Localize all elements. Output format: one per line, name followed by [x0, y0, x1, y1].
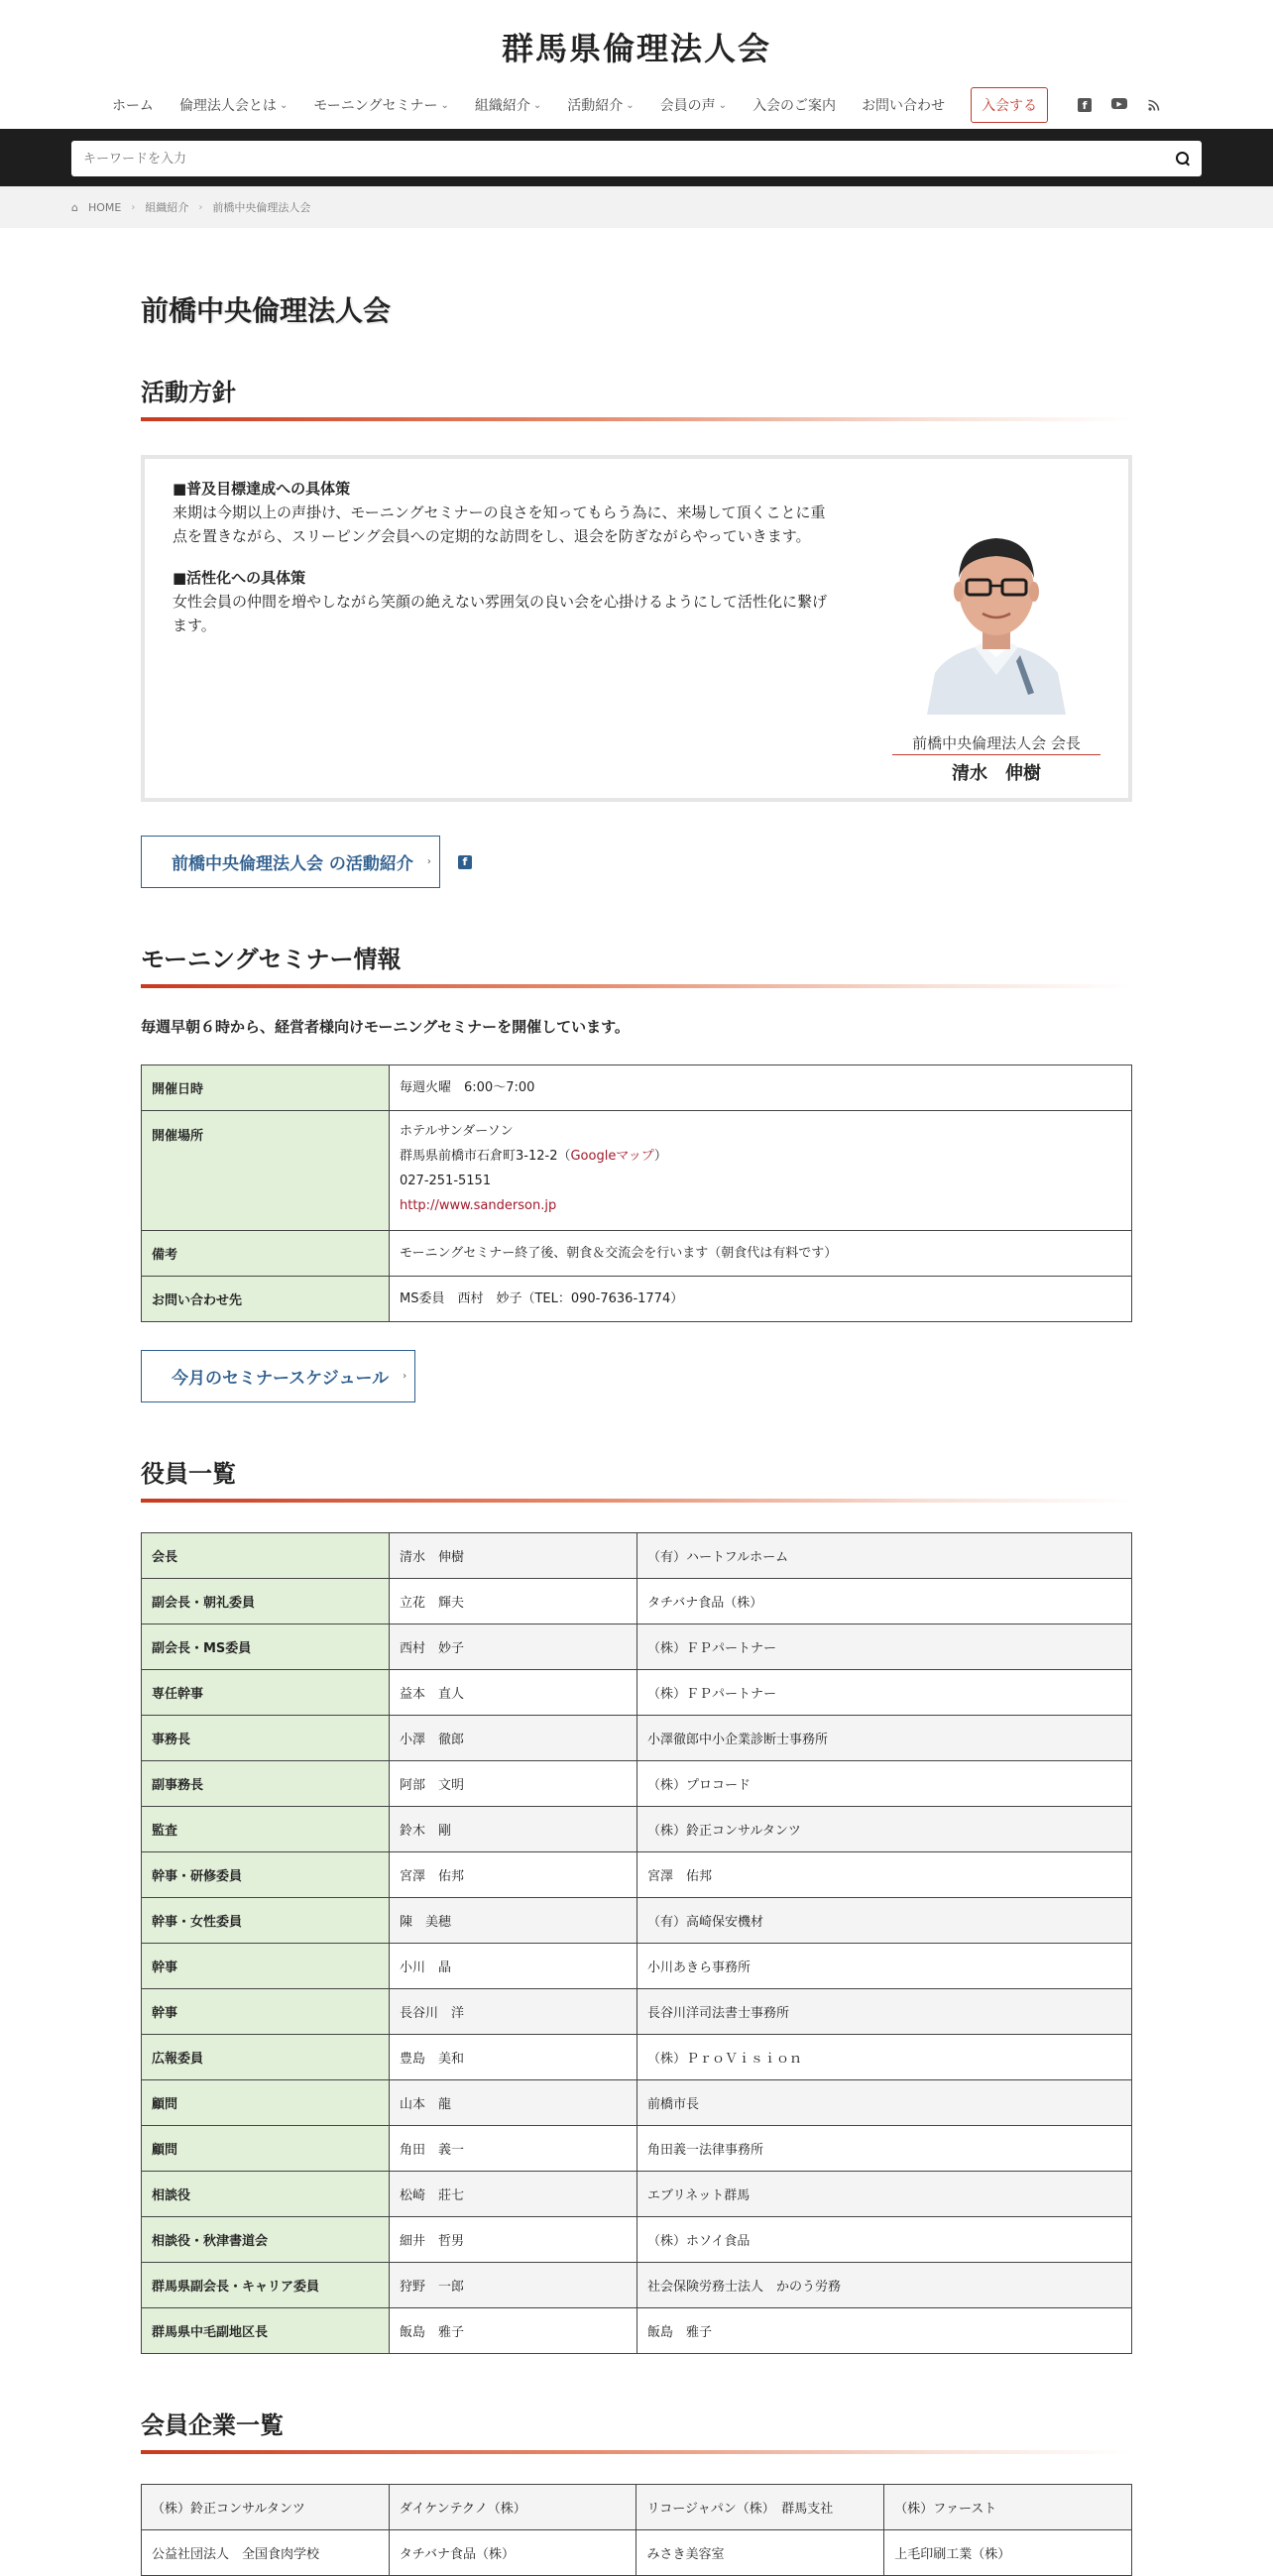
member-company-cell: タチバナ食品（株） — [389, 2530, 636, 2576]
table-row — [142, 2035, 1132, 2080]
venue-address-text: 群馬県前橋市石倉町3-12-2（ — [400, 1149, 571, 1164]
officer-name-cell: 陳 美穂 — [390, 1898, 637, 1944]
venue-address — [400, 1144, 1121, 1169]
table-row — [142, 2263, 1132, 2308]
table-row — [142, 1898, 1132, 1944]
nav-item-join-guide[interactable] — [752, 95, 836, 115]
table-row — [142, 1807, 1132, 1852]
table-row — [142, 1944, 1132, 1989]
nav-item-label: 会員の声 — [659, 98, 716, 114]
chevron-right-icon: › — [403, 1371, 407, 1382]
activity-link-label: 前橋中央倫理法人会 の活動紹介 — [172, 854, 413, 874]
policy-item-body: 女性会員の仲間を増やしながら笑顔の絶えない雰囲気の良い会を心掛けるようにして活性化に繋げます。 — [173, 593, 828, 634]
nav-item-home[interactable] — [112, 95, 154, 115]
breadcrumb-organization[interactable]: 組織紹介 — [145, 201, 189, 214]
officer-company-cell: 飯島 雅子 — [637, 2308, 1132, 2354]
officer-company-cell: （株）ＦＰパートナー — [637, 1670, 1132, 1716]
officer-company-cell: （株）ホソイ食品 — [637, 2217, 1132, 2263]
member-company-cell: （株）ファースト — [884, 2485, 1132, 2530]
leader-photo — [917, 506, 1076, 715]
seminar-lead: 毎週早朝６時から、経営者様向けモーニングセミナーを開催しています。 — [141, 1018, 630, 1036]
chevron-down-icon: ⌄ — [718, 99, 728, 111]
table-row — [142, 1579, 1132, 1624]
activity-link-button[interactable] — [141, 836, 440, 888]
table-cell: 毎週火曜 6:00～7:00 — [390, 1065, 1132, 1111]
officer-role-cell: 相談役・秋津書道会 — [142, 2217, 390, 2263]
nav-item-label: モーニングセミナー — [313, 98, 438, 114]
facebook-icon[interactable]: f — [1078, 98, 1092, 112]
members-table-body — [142, 2485, 1132, 2576]
leader-caption: 前橋中央倫理法人会 会長 — [892, 732, 1100, 755]
officers-heading: 役員一覧 — [141, 1454, 1132, 1503]
main-nav — [0, 87, 1273, 123]
activity-link-row — [141, 836, 1132, 888]
breadcrumb-separator: › — [131, 201, 136, 213]
table-row — [142, 2080, 1132, 2126]
nav-item-label: ホーム — [111, 98, 154, 114]
officer-name-cell: 立花 輝夫 — [390, 1579, 637, 1624]
officer-role-cell: 広報委員 — [142, 2035, 390, 2080]
nav-item-voices[interactable] — [660, 95, 727, 115]
officer-company-cell: 角田義一法律事務所 — [637, 2126, 1132, 2172]
venue-url-link[interactable]: http://www.sanderson.jp — [400, 1198, 557, 1213]
nav-item-seminar[interactable] — [313, 95, 449, 115]
search-box — [71, 141, 1202, 176]
member-company-cell: 公益社団法人 全国食肉学校 — [142, 2530, 390, 2576]
site-title[interactable]: 群馬県倫理法人会 — [501, 30, 771, 67]
table-row — [142, 1231, 1132, 1277]
table-header-cell: お問い合わせ先 — [142, 1277, 390, 1322]
officer-role-cell: 相談役 — [142, 2172, 390, 2217]
members-table — [141, 2484, 1132, 2576]
officer-name-cell: 狩野 一郎 — [390, 2263, 637, 2308]
officer-name-cell: 豊島 美和 — [390, 2035, 637, 2080]
officer-company-cell: 前橋市長 — [637, 2080, 1132, 2126]
member-company-cell: 上毛印刷工業（株） — [884, 2530, 1132, 2576]
table-header-cell: 開催場所 — [142, 1111, 390, 1231]
policy-text — [173, 477, 827, 780]
table-row — [142, 1670, 1132, 1716]
officer-role-cell: 事務長 — [142, 1716, 390, 1761]
main-content — [141, 228, 1132, 2576]
search-input[interactable] — [83, 152, 1134, 167]
officer-company-cell: 宮澤 佑邦 — [637, 1852, 1132, 1898]
nav-item-activities[interactable] — [567, 95, 634, 115]
nav-item-label: 倫理法人会とは — [178, 98, 277, 114]
policy-item-body: 来期は今期以上の声掛け、モーニングセミナーの良さを知ってもらう為に、来場して頂くことに重点を置きながら、スリーピング会員への定期的な訪問をし、退会を防ぎながらやっていきます。 — [173, 504, 826, 545]
table-row — [142, 2217, 1132, 2263]
breadcrumb-current: 前橋中央倫理法人会 — [212, 201, 311, 214]
schedule-link-row — [141, 1350, 1132, 1402]
youtube-icon[interactable]: ▶ — [1111, 98, 1127, 109]
table-row — [142, 2530, 1132, 2576]
table-row — [142, 2308, 1132, 2354]
seminar-info-table — [141, 1064, 1132, 1322]
officer-name-cell: 角田 義一 — [390, 2126, 637, 2172]
officer-role-cell: 顧問 — [142, 2080, 390, 2126]
officer-name-cell: 長谷川 洋 — [390, 1989, 637, 2035]
table-row — [142, 1761, 1132, 1807]
officer-name-cell: 山本 龍 — [390, 2080, 637, 2126]
officer-company-cell: （株）ＦＰパートナー — [637, 1624, 1132, 1670]
chevron-down-icon: ⌄ — [279, 99, 289, 111]
table-header-cell: 開催日時 — [142, 1065, 390, 1111]
search-bar — [0, 129, 1273, 186]
officer-role-cell: 副事務長 — [142, 1761, 390, 1807]
officer-name-cell: 西村 妙子 — [390, 1624, 637, 1670]
breadcrumb-home[interactable]: HOME — [87, 200, 122, 214]
officer-role-cell: 幹事・女性委員 — [142, 1898, 390, 1944]
social-links — [1078, 98, 1161, 112]
table-row — [142, 1533, 1132, 1579]
officer-role-cell: 監査 — [142, 1807, 390, 1852]
table-row — [142, 1989, 1132, 2035]
table-row — [142, 1852, 1132, 1898]
officer-company-cell: （株）鈴正コンサルタンツ — [637, 1807, 1132, 1852]
nav-item-organization[interactable] — [475, 95, 541, 115]
leader-profile — [892, 477, 1100, 784]
officer-name-cell: 小澤 徹郎 — [390, 1716, 637, 1761]
officer-company-cell: エブリネット群馬 — [637, 2172, 1132, 2217]
google-map-link[interactable]: Googleマップ — [570, 1149, 654, 1164]
table-cell — [390, 1111, 1132, 1231]
officer-company-cell: 小澤徹郎中小企業診断士事務所 — [637, 1716, 1132, 1761]
officer-name-cell: 益本 直人 — [390, 1670, 637, 1716]
site-header — [0, 0, 1273, 129]
nav-item-label: 活動紹介 — [567, 98, 624, 114]
schedule-link-button[interactable] — [141, 1350, 415, 1402]
table-row — [142, 1111, 1132, 1231]
officers-table-body — [142, 1533, 1132, 2354]
seminar-heading: モーニングセミナー情報 — [141, 940, 1132, 988]
officer-role-cell: 群馬県中毛副地区長 — [142, 2308, 390, 2354]
policy-item-title: ■活性化への具体策 — [173, 569, 306, 587]
nav-item-contact[interactable] — [862, 95, 945, 115]
schedule-link-label: 今月のセミナースケジュール — [172, 1369, 390, 1389]
officer-name-cell: 飯島 雅子 — [390, 2308, 637, 2354]
breadcrumb — [0, 186, 1273, 228]
policy-heading: 活動方針 — [141, 373, 1132, 421]
officer-name-cell: 阿部 文明 — [390, 1761, 637, 1807]
officers-table — [141, 1532, 1132, 2354]
chevron-down-icon: ⌄ — [440, 99, 449, 111]
leader-name: 清水 伸樹 — [952, 763, 1041, 784]
officer-company-cell: （株）ＰｒｏＶｉｓｉｏｎ — [637, 2035, 1132, 2080]
nav-item-label: お問い合わせ — [862, 98, 946, 114]
policy-item-title: ■普及目標達成への具体策 — [173, 480, 351, 498]
page-title: 前橋中央倫理法人会 — [141, 294, 392, 327]
venue-address-close: ） — [653, 1149, 667, 1164]
officer-role-cell: 会長 — [142, 1533, 390, 1579]
nav-item-about[interactable] — [179, 95, 288, 115]
chevron-down-icon: ⌄ — [626, 99, 635, 111]
members-heading: 会員企業一覧 — [141, 2406, 1132, 2454]
table-row — [142, 1277, 1132, 1322]
chevron-down-icon: ⌄ — [532, 99, 542, 111]
officer-role-cell: 専任幹事 — [142, 1670, 390, 1716]
member-company-cell: （株）鈴正コンサルタンツ — [142, 2485, 390, 2530]
table-row — [142, 1624, 1132, 1670]
officer-company-cell: タチバナ食品（株） — [637, 1579, 1132, 1624]
officer-name-cell: 鈴木 剛 — [390, 1807, 637, 1852]
officer-name-cell: 松崎 莊七 — [390, 2172, 637, 2217]
join-button[interactable]: 入会する — [971, 87, 1048, 123]
officer-company-cell: 小川あきら事務所 — [637, 1944, 1132, 1989]
rss-icon[interactable] — [1147, 98, 1161, 112]
table-row — [142, 2126, 1132, 2172]
officer-name-cell: 細井 哲男 — [390, 2217, 637, 2263]
member-company-cell: みさき美容室 — [636, 2530, 884, 2576]
venue-tel: 027-251-5151 — [400, 1174, 492, 1188]
officer-name-cell: 宮澤 佑邦 — [390, 1852, 637, 1898]
table-row — [142, 1065, 1132, 1111]
officer-company-cell: （有）高崎保安機材 — [637, 1898, 1132, 1944]
officer-role-cell: 幹事 — [142, 1989, 390, 2035]
officer-role-cell: 顧問 — [142, 2126, 390, 2172]
member-company-cell: リコージャパン（株） 群馬支社 — [636, 2485, 884, 2530]
officer-role-cell: 副会長・MS委員 — [142, 1624, 390, 1670]
facebook-icon[interactable]: f — [458, 855, 472, 869]
search-icon[interactable] — [1176, 152, 1190, 166]
table-header-cell: 備考 — [142, 1231, 390, 1277]
officer-company-cell: 社会保険労務士法人 かのう労務 — [637, 2263, 1132, 2308]
policy-box — [141, 455, 1132, 802]
venue-name: ホテルサンダーソン — [400, 1124, 514, 1139]
home-icon: ⌂ — [71, 200, 78, 214]
officer-role-cell: 幹事 — [142, 1944, 390, 1989]
officer-name-cell: 小川 晶 — [390, 1944, 637, 1989]
table-row — [142, 2485, 1132, 2530]
officer-role-cell: 副会長・朝礼委員 — [142, 1579, 390, 1624]
chevron-right-icon: › — [426, 856, 431, 867]
table-row — [142, 2172, 1132, 2217]
officer-name-cell: 清水 伸樹 — [390, 1533, 637, 1579]
member-company-cell: ダイケンテクノ（株） — [389, 2485, 636, 2530]
officer-company-cell: （株）プロコード — [637, 1761, 1132, 1807]
officer-company-cell: 長谷川洋司法書士事務所 — [637, 1989, 1132, 2035]
officer-role-cell: 幹事・研修委員 — [142, 1852, 390, 1898]
officer-role-cell: 群馬県副会長・キャリア委員 — [142, 2263, 390, 2308]
breadcrumb-separator: › — [198, 201, 203, 213]
table-cell: MS委員 西村 妙子（TEL：090-7636-1774） — [390, 1277, 1132, 1322]
nav-item-label: 入会のご案内 — [752, 98, 837, 114]
table-row — [142, 1716, 1132, 1761]
table-cell: モーニングセミナー終了後、朝食＆交流会を行います（朝食代は有料です） — [390, 1231, 1132, 1277]
nav-item-label: 組織紹介 — [474, 98, 530, 114]
officer-company-cell: （有）ハートフルホーム — [637, 1533, 1132, 1579]
